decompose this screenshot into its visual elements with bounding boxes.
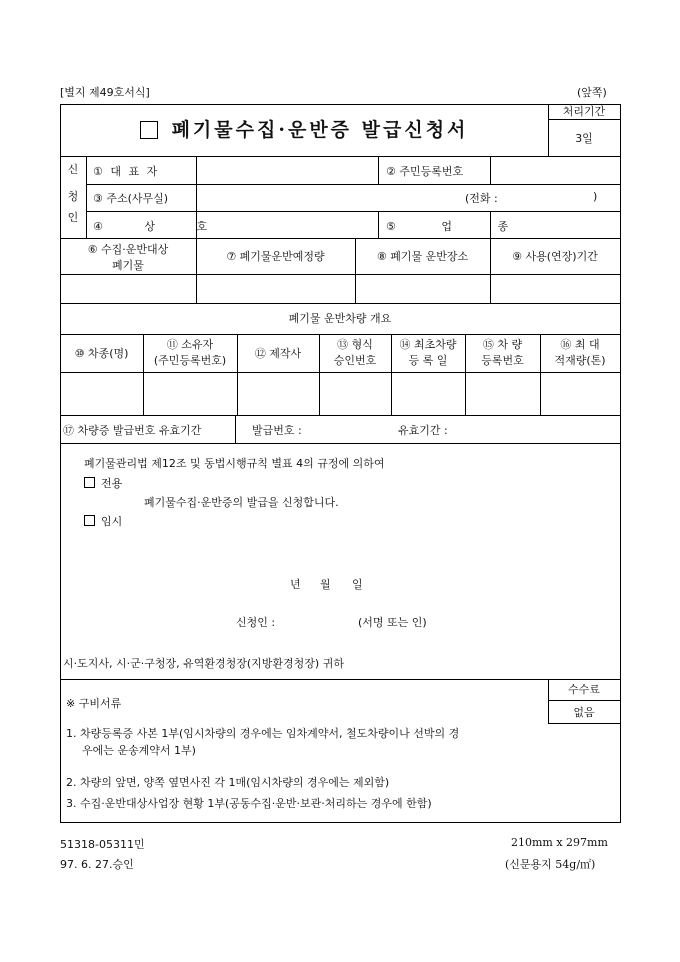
processing-period-value: 3일 [575, 131, 593, 145]
address-field[interactable] [197, 185, 457, 211]
date-year: 년 [290, 578, 301, 591]
waste-target-field[interactable] [61, 275, 195, 303]
footer-paper: (신문용지 54g/㎡) [505, 858, 596, 871]
date-day: 일 [352, 578, 363, 591]
registration-number-header: ⑮ 차 량 등록번호 [481, 338, 524, 367]
valid-period-label: 유효기간 : [398, 424, 448, 437]
footer-code: 51318-05311민 [60, 838, 145, 851]
max-load-header: ⑯ 최 대 적재량(톤) [554, 338, 606, 367]
owner-header: ⑪ 소유자 (주민등록번호) [153, 338, 227, 367]
processing-period-label: 처리기간 [562, 105, 606, 118]
date-month: 월 [320, 578, 331, 591]
vehicle-section-title: 폐기물 운반차량 개요 [288, 312, 392, 325]
planned-amount-field[interactable] [197, 275, 354, 303]
manufacturer-field[interactable] [238, 373, 318, 415]
transport-place-field[interactable] [356, 275, 489, 303]
fee-value: 없음 [573, 705, 595, 719]
first-registration-header: ⑭ 최초차량 등 록 일 [399, 338, 457, 367]
fee-label: 수수료 [568, 683, 600, 696]
trade-name-label: ④ 상 호 [93, 220, 208, 233]
document-item-1-cont: 우에는 운송계약서 1부) [82, 744, 196, 757]
max-load-field[interactable] [541, 373, 619, 415]
applicant-sign-field[interactable] [290, 608, 355, 630]
option-exclusive[interactable]: 전용 [84, 475, 122, 491]
phone-field[interactable] [510, 185, 590, 211]
temporary-checkbox[interactable] [84, 515, 95, 526]
document-item-3: 3. 수집·운반대상사업장 현황 1부(공동수집·운반·보관·처리하는 경우에 한함) [66, 797, 432, 810]
form-number: [별지 제49호서식] [60, 86, 150, 99]
trade-name-field[interactable] [197, 212, 377, 238]
documents-title: ※ 구비서류 [66, 697, 122, 710]
registration-number-field[interactable] [466, 373, 539, 415]
law-text: 폐기물관리법 제12조 및 동법시행규칙 별표 4의 규정에 의하여 [84, 457, 385, 470]
transport-place-label: ⑧ 폐기물 운반장소 [376, 249, 469, 263]
validity-label: ⑰ 차량증 발급번호 유효기간 [63, 424, 202, 437]
manufacturer-header: ⑫ 제작사 [254, 346, 302, 360]
owner-field[interactable] [144, 373, 236, 415]
exclusive-checkbox[interactable] [84, 477, 95, 488]
applicant-side-label-3: 인 [67, 211, 79, 224]
representative-label: ① 대 표 자 [93, 165, 160, 178]
representative-field[interactable] [197, 157, 377, 184]
address-label: ③ 주소(사무실) [93, 192, 169, 205]
sign-note: (서명 또는 인) [358, 616, 427, 629]
resident-number-field[interactable] [491, 157, 619, 184]
use-period-field[interactable] [491, 275, 619, 303]
footer-size: 210mm x 297mm [511, 836, 608, 849]
valid-period-field[interactable] [464, 416, 614, 442]
request-text: 폐기물수집·운반증의 발급을 신청합니다. [144, 496, 339, 509]
applicant-side-label-2: 청 [67, 190, 79, 203]
business-type-field[interactable] [491, 212, 619, 238]
addressee: 시·도지사, 시·군·구청장, 유역환경청장(지방환경청장) 귀하 [63, 657, 344, 670]
page-side-label: (앞쪽) [577, 86, 607, 99]
form-title: 폐기물수집·운반증 발급신청서 [60, 104, 548, 156]
phone-label: (전화 : [465, 192, 498, 205]
issue-number-field[interactable] [318, 416, 393, 442]
document-item-1: 1. 차량등록증 사본 1부(임시차량의 경우에는 임차계약서, 철도차량이나 선박의 경 [66, 727, 460, 740]
use-period-label: ⑨ 사용(연장)기간 [512, 249, 598, 263]
option-temporary[interactable]: 임시 [84, 513, 122, 529]
applicant-side-label-1: 신 [67, 163, 79, 176]
applicant-sign-label: 신청인 : [236, 616, 276, 629]
resident-number-label: ② 주민등록번호 [386, 165, 464, 178]
vehicle-type-header: ⑩ 차종(명) [74, 346, 129, 360]
issue-number-label: 발급번호 : [252, 424, 302, 437]
first-registration-field[interactable] [392, 373, 464, 415]
title-checkbox [140, 121, 158, 139]
waste-target-label: ⑥ 수집·운반대상 폐기물 [87, 243, 169, 272]
vehicle-type-field[interactable] [61, 373, 142, 415]
planned-amount-label: ⑦ 폐기물운반예정량 [226, 249, 325, 263]
type-approval-field[interactable] [320, 373, 390, 415]
type-approval-header: ⑬ 형식 승인번호 [333, 338, 377, 367]
phone-close: ) [593, 190, 598, 203]
document-item-2: 2. 차량의 앞면, 양쪽 옆면사진 각 1매(임시차량의 경우에는 제외함) [66, 776, 390, 789]
footer-approval: 97. 6. 27.승인 [60, 858, 134, 871]
business-type-label: ⑤ 업 종 [386, 220, 509, 233]
